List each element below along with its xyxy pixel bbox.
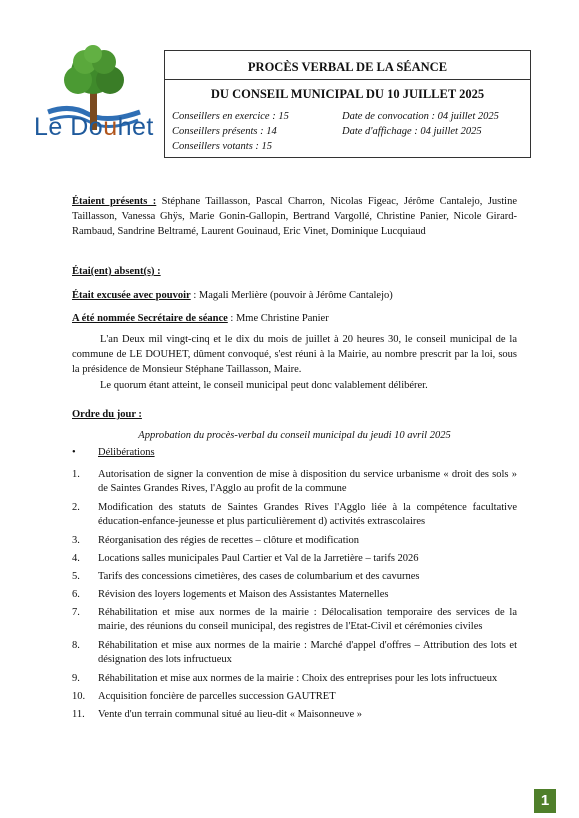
list-item: 8. Réhabilitation et mise aux normes de la mairie : Marché d'appel d'offres – Attribution des lots et désignation des lots infructueux [72,640,517,665]
deliberations-list [72,468,517,722]
bullet-icon: • [72,447,76,458]
intro-paragraph: L'an Deux mil vingt-cinq et le dix du mois de juillet à 20 heures 30, le conseil municipal de la commune de LE DOUHET, dûment convoqué, s'est réuni à la Mairie, au nombre prescrit par la loi, sous la présidence de Monsieur Stéphane Taillasson, Maire. [72,334,517,375]
page-number-badge: 1 [534,789,556,813]
approbation-line: Approbation du procès-verbal du conseil municipal du jeudi 10 avril 2025 [138,430,451,441]
presents-section [72,194,517,239]
secretaire-label: A été nommée Secrétaire de séance [72,313,228,324]
excusee-section [72,288,517,303]
presents-label: Étaient présents : [72,196,157,207]
list-item: 6. Révision des loyers logements et Maison des Assistantes Maternelles [72,589,389,600]
header-box [164,50,531,158]
list-item: 10. Acquisition foncière de parcelles succession GAUTRET [72,691,336,702]
conseillers-presents: Conseillers présents : 14 [172,126,277,137]
list-item: 1. Autorisation de signer la convention de mise à disposition du service urbanisme « droit des sols » de Saintes Grandes Rives, l'Agglo au profit de la commune [72,469,517,494]
list-item: 9. Réhabilitation et mise aux normes de la mairie : Choix des entreprises pour les lots infructueux [72,673,498,684]
conseillers-votants: Conseillers votants : 15 [172,141,273,152]
conseillers-exercice: Conseillers en exercice : 15 [172,111,289,122]
secretaire-section [72,311,517,326]
deliberations-label: Délibérations [98,447,155,458]
council-counts [172,109,289,154]
list-item: 7. Réhabilitation et mise aux normes de la mairie : Délocalisation temporaire des services de la mairie, des réunions du conseil municipal, des registres de l'Etat-Civil et cérémonies civiles [72,607,517,632]
date-convocation: Date de convocation : 04 juillet 2025 [342,111,499,122]
list-item: 5. Tarifs des concessions cimetières, des cases de columbarium et des cavurnes [72,571,420,582]
absents-section [72,264,517,279]
excusee-text: : Magali Merlière (pouvoir à Jérôme Cantalejo) [190,290,393,301]
list-item: 2. Modification des statuts de Saintes Grandes Rives l'Agglo liée à la compétence facultative éducation-enfance-jeunesse et plus particulièrement d) activités extrascolaires [72,502,517,527]
quorum-paragraph: Le quorum étant atteint, le conseil municipal peut donc valablement délibérer. [100,380,428,391]
presents-names: Stéphane Taillasson, Pascal Charron, Nicolas Figeac, Jérôme Cantalejo, Justine Taillasson, Vanessa Ghÿs, Marie Gonin-Gallopin, Bertrand Vargollé, Christine Panier, Nicole Girard-Rambaud, Sandrine Beltramé, Laurent Gouinaud, Eric Vinet, Dominique Lucquiaud [72,196,517,237]
logo-wordmark: Le Douhet [34,113,154,141]
list-item: 3. Réorganisation des régies de recettes – clôture et modification [72,535,360,546]
secretaire-text: : Mme Christine Panier [227,313,329,324]
deliberations-heading [72,447,155,458]
list-item: 4. Locations salles municipales Paul Cartier et Val de la Jarretière – tarifs 2026 [72,553,419,564]
header-divider [165,79,530,80]
meeting-dates [342,109,499,139]
absents-label: Étai(ent) absent(s) : [72,266,161,277]
list-item: 11. Vente d'un terrain communal situé au lieu-dit « Maisonneuve » [72,709,363,720]
document-title-line1: PROCÈS VERBAL DE LA SÉANCE [247,60,448,74]
excusee-label: Était excusée avec pouvoir [72,290,191,301]
date-affichage: Date d'affichage : 04 juillet 2025 [342,126,482,137]
document-title-line2: DU CONSEIL MUNICIPAL DU 10 JUILLET 2025 [210,87,485,101]
ordre-du-jour-title: Ordre du jour : [72,409,142,420]
